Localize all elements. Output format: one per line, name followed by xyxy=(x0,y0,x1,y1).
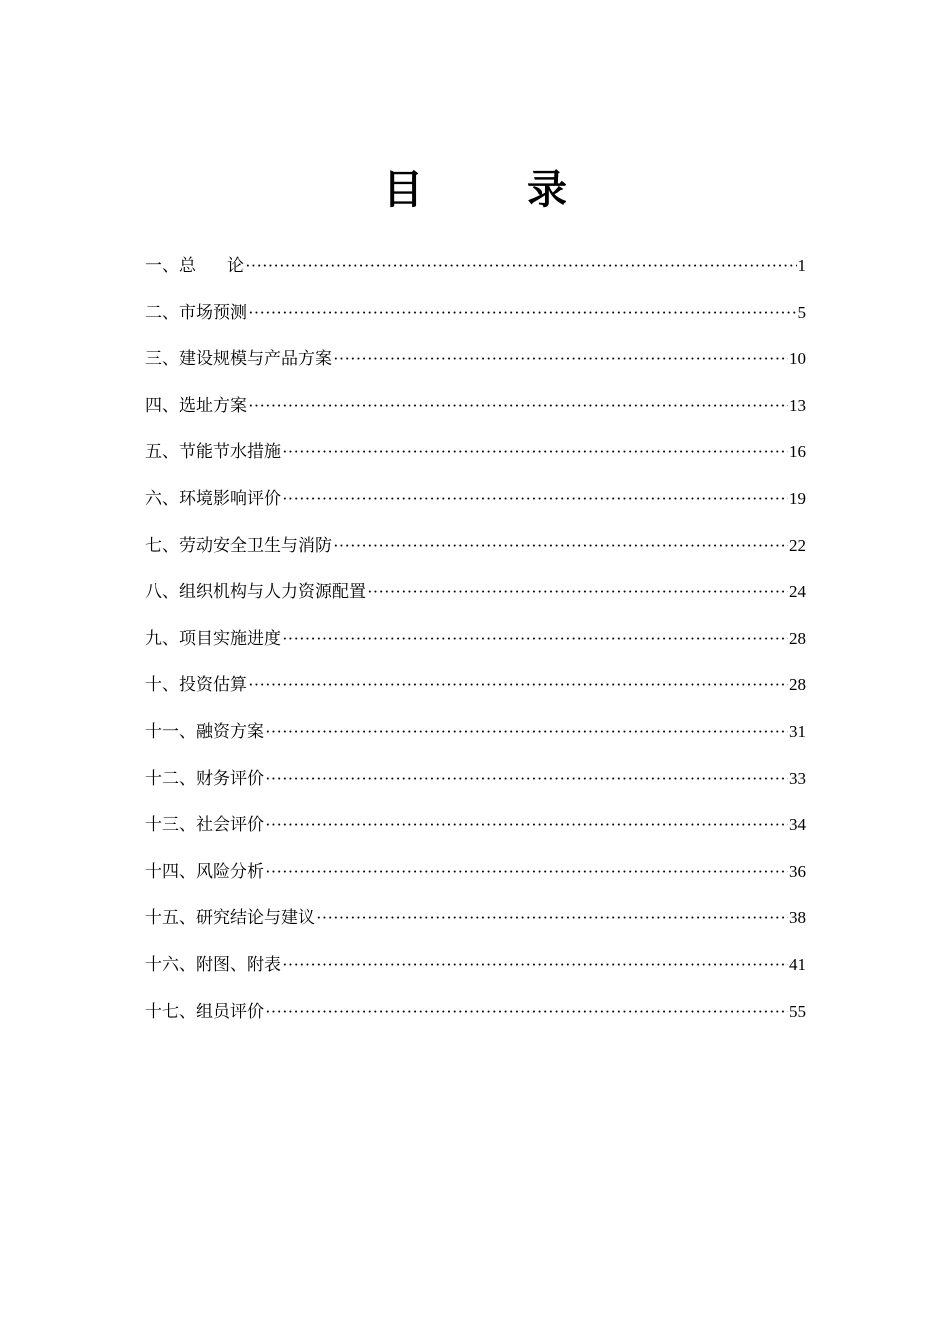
toc-item-label: 八、组织机构与人力资源配置 xyxy=(145,582,366,603)
toc-leader-dots xyxy=(367,574,788,610)
toc-page-number: 24 xyxy=(789,582,806,602)
toc-leader-dots xyxy=(265,994,788,1030)
toc-page-number: 31 xyxy=(789,721,806,741)
toc-leader-dots xyxy=(248,295,797,331)
toc-item-label: 十六、附图、附表 xyxy=(145,954,281,975)
title-char-1: 目 xyxy=(383,166,423,213)
title-char-2: 录 xyxy=(527,166,567,213)
toc-item-11[interactable] xyxy=(145,714,806,761)
toc-item-12[interactable] xyxy=(145,761,806,808)
page-title xyxy=(0,162,950,218)
toc-item-1[interactable] xyxy=(145,248,806,295)
toc-leader-dots xyxy=(316,900,788,936)
toc-page-number: 36 xyxy=(789,861,806,881)
toc-leader-dots xyxy=(282,434,788,470)
toc-page-number: 28 xyxy=(789,628,806,648)
toc-page-number: 28 xyxy=(789,675,806,695)
toc-leader-dots xyxy=(282,947,788,983)
toc-leader-dots xyxy=(265,807,788,843)
toc-item-label: 七、劳动安全卫生与消防 xyxy=(145,535,332,556)
toc-item-label xyxy=(145,248,244,284)
toc-item-label: 三、建设规模与产品方案 xyxy=(145,349,332,370)
toc-item-label-prefix: 一、总 xyxy=(145,256,196,276)
toc-item-16[interactable] xyxy=(145,947,806,994)
toc-page-number: 10 xyxy=(789,349,806,369)
toc-page-number: 33 xyxy=(789,768,806,788)
toc-leader-dots xyxy=(333,341,788,377)
toc-item-label: 十三、社会评价 xyxy=(145,815,264,836)
toc-item-label: 十五、研究结论与建议 xyxy=(145,908,315,929)
toc-item-label: 五、节能节水措施 xyxy=(145,442,281,463)
toc-item-label-suffix: 论 xyxy=(227,256,244,276)
toc-item-label: 十二、财务评价 xyxy=(145,768,264,789)
toc-item-label: 十一、融资方案 xyxy=(145,721,264,742)
toc-leader-dots xyxy=(282,481,788,517)
toc-item-label: 十四、风险分析 xyxy=(145,861,264,882)
toc-page-number: 22 xyxy=(789,535,806,555)
toc-item-label: 四、选址方案 xyxy=(145,395,247,416)
toc-page-number: 55 xyxy=(789,1001,806,1021)
toc-item-7[interactable] xyxy=(145,528,806,575)
toc-item-label: 六、环境影响评价 xyxy=(145,488,281,509)
toc-page-number: 34 xyxy=(789,815,806,835)
toc-item-14[interactable] xyxy=(145,854,806,901)
toc-item-label: 十、投资估算 xyxy=(145,675,247,696)
toc-leader-dots xyxy=(248,667,788,703)
toc-item-label: 九、项目实施进度 xyxy=(145,628,281,649)
table-of-contents xyxy=(145,248,806,1040)
toc-page-number: 41 xyxy=(789,954,806,974)
toc-page-number: 1 xyxy=(797,256,806,275)
toc-item-label: 十七、组员评价 xyxy=(145,1001,264,1022)
toc-item-5[interactable] xyxy=(145,434,806,481)
toc-leader-dots xyxy=(248,388,788,424)
toc-item-10[interactable] xyxy=(145,667,806,714)
toc-item-3[interactable] xyxy=(145,341,806,388)
toc-item-13[interactable] xyxy=(145,807,806,854)
toc-item-6[interactable] xyxy=(145,481,806,528)
toc-item-15[interactable] xyxy=(145,900,806,947)
toc-page-number: 19 xyxy=(789,488,806,508)
toc-item-9[interactable] xyxy=(145,621,806,668)
toc-page-number: 5 xyxy=(797,302,806,322)
toc-item-label: 二、市场预测 xyxy=(145,302,247,323)
toc-item-2[interactable] xyxy=(145,295,806,342)
toc-item-8[interactable] xyxy=(145,574,806,621)
toc-leader-dots xyxy=(245,248,797,284)
toc-leader-dots xyxy=(265,714,788,750)
toc-page-number: 16 xyxy=(789,442,806,462)
toc-item-4[interactable] xyxy=(145,388,806,435)
toc-leader-dots xyxy=(282,621,788,657)
toc-leader-dots xyxy=(265,761,788,797)
toc-leader-dots xyxy=(333,528,788,564)
toc-leader-dots xyxy=(265,854,788,890)
toc-item-17[interactable] xyxy=(145,994,806,1041)
toc-page-number: 38 xyxy=(789,908,806,928)
toc-page-number: 13 xyxy=(789,395,806,415)
